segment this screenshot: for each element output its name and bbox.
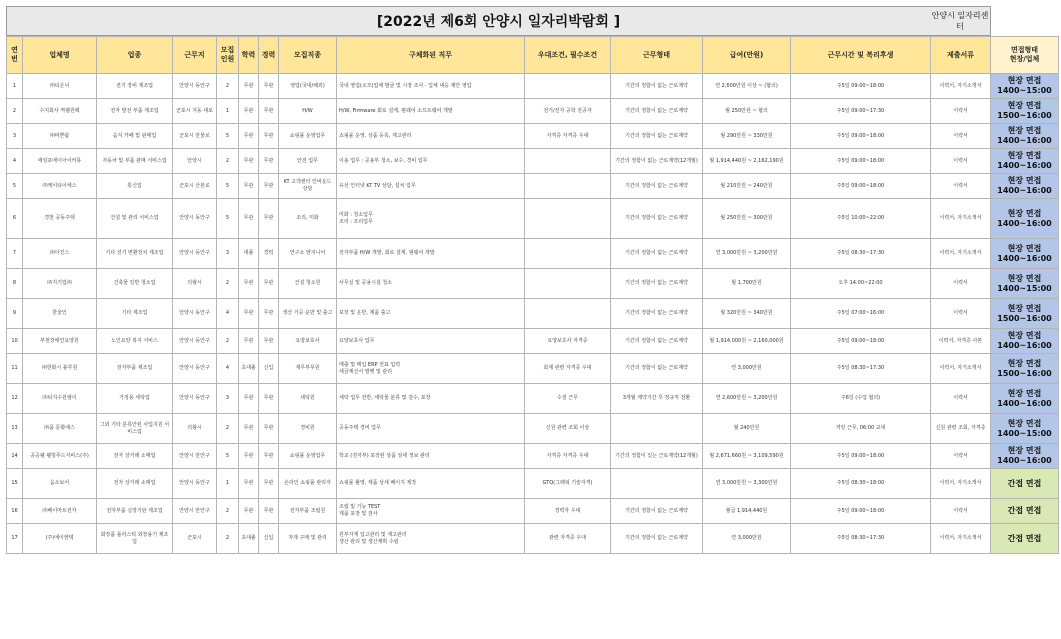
cell-education: 무관 bbox=[239, 384, 259, 414]
cell-interview: 현장 면접 1400~15:00 bbox=[991, 414, 1059, 444]
col-header-preference: 우대조건, 필수조건 bbox=[525, 37, 611, 74]
cell-work-type: 기간의 정함이 없는 근로계약 bbox=[611, 524, 703, 554]
cell-location: 안양시 동안구 bbox=[173, 384, 217, 414]
cell-no: 16 bbox=[7, 499, 23, 524]
cell-interview: 현장 면접 1400~16:00 bbox=[991, 329, 1059, 354]
cell-no: 12 bbox=[7, 384, 23, 414]
cell-count: 2 bbox=[217, 499, 239, 524]
cell-count: 2 bbox=[217, 269, 239, 299]
cell-preference: 요양보호사 자격증 bbox=[525, 329, 611, 354]
cell-job: 경비원 bbox=[279, 414, 337, 444]
cell-company: 음소보어 bbox=[23, 469, 97, 499]
cell-hours: 주5일 09:00~18:00 bbox=[791, 174, 931, 199]
cell-preference bbox=[525, 149, 611, 174]
cell-pay: 월 240만원 bbox=[703, 414, 791, 444]
cell-interview: 현장 면접 1400~16:00 bbox=[991, 124, 1059, 149]
cell-duty: 미화 : 청소업무 조리 : 조리업무 bbox=[337, 199, 525, 239]
cell-no: 4 bbox=[7, 149, 23, 174]
cell-no: 8 bbox=[7, 269, 23, 299]
cell-hours: 주5일 09:00~18:00 bbox=[791, 499, 931, 524]
cell-company: 부천장애인요양원 bbox=[23, 329, 97, 354]
cell-documents: 이력서 bbox=[931, 499, 991, 524]
cell-experience: 무관 bbox=[259, 199, 279, 239]
cell-industry: 가정용 세탁업 bbox=[97, 384, 173, 414]
cell-duty: 이용 업무 : 공용부 청소, 보수, 경비 업무 bbox=[337, 149, 525, 174]
cell-preference bbox=[525, 299, 611, 329]
cell-pay: 월 250만원 ~ 협의 bbox=[703, 99, 791, 124]
cell-documents: 이력서, 자기소개서 bbox=[931, 469, 991, 499]
cell-job: 생산 가공 운반 및 출고 bbox=[279, 299, 337, 329]
table-row bbox=[7, 354, 1059, 384]
cell-education: 무관 bbox=[239, 74, 259, 99]
col-header-documents: 제출서류 bbox=[931, 37, 991, 74]
cell-no: 15 bbox=[7, 469, 23, 499]
cell-duty: 포장 및 운반, 제품 출고 bbox=[337, 299, 525, 329]
cell-industry: 전자부품 실장기판 제조업 bbox=[97, 499, 173, 524]
cell-work-type: 기간의 정함이 없는 근로계약 bbox=[611, 299, 703, 329]
cell-duty: 국내 영업(소모)업체 발굴 및 시장 조사 · 업체 대응 제안 영업 bbox=[337, 74, 525, 99]
cell-company: 수지회사 역웰원팩 bbox=[23, 99, 97, 124]
cell-education: 무관 bbox=[239, 269, 259, 299]
cell-interview: 현장 면접 1400~15:00 bbox=[991, 74, 1059, 99]
cell-documents: 이력서 bbox=[931, 299, 991, 329]
cell-hours: 주5일 07:00~16:00 bbox=[791, 299, 931, 329]
cell-job: 세탁원 bbox=[279, 384, 337, 414]
cell-experience: 무관 bbox=[259, 124, 279, 149]
cell-count: 4 bbox=[217, 299, 239, 329]
col-header-count: 모집 인원 bbox=[217, 37, 239, 74]
cell-location: 안양시 만안구 bbox=[173, 444, 217, 469]
cell-preference: 자격증 자격증 우대 bbox=[525, 444, 611, 469]
job-table bbox=[6, 36, 1059, 554]
cell-work-type: 기간의 정함이 없는 근로계약 bbox=[611, 199, 703, 239]
cell-work-type: 기간의 정함이 있는 근로계약(12개월) bbox=[611, 444, 703, 469]
cell-education: 무관 bbox=[239, 444, 259, 469]
table-row bbox=[7, 444, 1059, 469]
cell-company: 한울인 bbox=[23, 299, 97, 329]
cell-interview: 현장 면접 1400~16:00 bbox=[991, 239, 1059, 269]
cell-documents: 이력서 bbox=[931, 174, 991, 199]
cell-no: 7 bbox=[7, 239, 23, 269]
cell-job: 전자부품 조립원 bbox=[279, 499, 337, 524]
cell-education: 대졸 bbox=[239, 239, 259, 269]
cell-industry: 그외 기타 분류안된 사업지원 서비스업 bbox=[97, 414, 173, 444]
cell-company: ㈜품 문화애스 bbox=[23, 414, 97, 444]
cell-count: 5 bbox=[217, 199, 239, 239]
cell-location: 의왕시 bbox=[173, 414, 217, 444]
cell-count: 2 bbox=[217, 329, 239, 354]
cell-count: 3 bbox=[217, 239, 239, 269]
cell-pay: 월 210만원 ~ 240만원 bbox=[703, 174, 791, 199]
cell-duty: 쇼핑몰 촬영, 제품 상세 페이지 제작 bbox=[337, 469, 525, 499]
cell-pay: 월 290만원 ~ 330만원 bbox=[703, 124, 791, 149]
cell-preference: 경력자 우대 bbox=[525, 499, 611, 524]
cell-location: 안양시 동안구 bbox=[173, 354, 217, 384]
cell-job: 온라인 쇼핑몰 관리자 bbox=[279, 469, 337, 499]
cell-duty: 쇼핑몰 운영, 상품 등록, 재고관리 bbox=[337, 124, 525, 149]
cell-pay: 월 250만원 ~ 300만원 bbox=[703, 199, 791, 239]
cell-preference: 자격증 자격증 우대 bbox=[525, 124, 611, 149]
cell-documents: 이력서, 자기소개서 bbox=[931, 354, 991, 384]
cell-no: 11 bbox=[7, 354, 23, 384]
col-header-education: 학력 bbox=[239, 37, 259, 74]
cell-preference bbox=[525, 239, 611, 269]
cell-education: 무관 bbox=[239, 99, 259, 124]
table-row bbox=[7, 499, 1059, 524]
cell-preference bbox=[525, 199, 611, 239]
cell-interview: 현장 면접 1500~16:00 bbox=[991, 99, 1059, 124]
cell-work-type: 기간의 정함이 없는 근로계약 bbox=[611, 174, 703, 199]
cell-hours: 주5일 09:00~18:00 bbox=[791, 444, 931, 469]
cell-education: 무관 bbox=[239, 174, 259, 199]
cell-company: (주)에이엔텍 bbox=[23, 524, 97, 554]
table-row bbox=[7, 99, 1059, 124]
cell-pay: 월 2,671,660원 ~ 3,109,590원 bbox=[703, 444, 791, 469]
cell-experience: 신입 bbox=[259, 354, 279, 384]
cell-count: 2 bbox=[217, 524, 239, 554]
cell-hours: 주6일 (수업 협의) bbox=[791, 384, 931, 414]
col-header-duty: 구체화된 직무 bbox=[337, 37, 525, 74]
col-header-work-type: 근무형태 bbox=[611, 37, 703, 74]
cell-duty: 요양보호사 업무 bbox=[337, 329, 525, 354]
cell-job: 재무부무원 bbox=[279, 354, 337, 384]
cell-company: ㈜티지수원엠이 bbox=[23, 384, 97, 414]
cell-location: 의왕시 bbox=[173, 269, 217, 299]
cell-industry: 전자 상거래 소매업 bbox=[97, 469, 173, 499]
cell-duty: 원부자재 입고관리 및 재고관리 생산 관리 및 생산계획 수립 bbox=[337, 524, 525, 554]
cell-education: 무관 bbox=[239, 329, 259, 354]
table-row bbox=[7, 329, 1059, 354]
cell-industry: 건축물 일반 청소업 bbox=[97, 269, 173, 299]
cell-no: 2 bbox=[7, 99, 23, 124]
cell-job: 연구소 엔지니어 bbox=[279, 239, 337, 269]
cell-duty: 매출 및 매입 ERP 전표 입력 세금계산서 발행 및 관리 bbox=[337, 354, 525, 384]
col-header-interview: 면접형태 현장/업체 bbox=[991, 37, 1059, 74]
cell-duty: 유선 인터넷 KT TV 상담, 설치 업무 bbox=[337, 174, 525, 199]
cell-duty: 전자부품 H/W 개발, 회로 설계, 펌웨어 개발 bbox=[337, 239, 525, 269]
cell-work-type: 기간의 정함이 없는 근로계약 bbox=[611, 269, 703, 299]
cell-pay: 월 1,700만원 bbox=[703, 269, 791, 299]
cell-experience: 무관 bbox=[259, 299, 279, 329]
cell-preference: 전기/전자 공학 전공자 bbox=[525, 99, 611, 124]
cell-pay: 월 1,914,440원 ~ 2,162,190원 bbox=[703, 149, 791, 174]
cell-industry: 기타 전기 변환장치 제조업 bbox=[97, 239, 173, 269]
cell-documents: 신원 관련 조회, 자격증 bbox=[931, 414, 991, 444]
cell-experience: 무관 bbox=[259, 149, 279, 174]
cell-hours: 주5일 08:30~17:30 bbox=[791, 239, 931, 269]
cell-company: ㈜베이마트전자 bbox=[23, 499, 97, 524]
cell-work-type: 기간의 정함이 없는 근로계약 bbox=[611, 124, 703, 149]
cell-experience: 무관 bbox=[259, 99, 279, 124]
cell-interview: 간접 면접 bbox=[991, 499, 1059, 524]
cell-company: ㈜한화시 블루원 bbox=[23, 354, 97, 384]
cell-education: 무관 bbox=[239, 124, 259, 149]
cell-pay: 연 3,000만원 bbox=[703, 524, 791, 554]
cell-experience: 무관 bbox=[259, 384, 279, 414]
table-row bbox=[7, 174, 1059, 199]
cell-duty: 학교 (전자부) 포장된 상품 상세 정보 관리 bbox=[337, 444, 525, 469]
col-header-pay: 급여(만원) bbox=[703, 37, 791, 74]
cell-no: 17 bbox=[7, 524, 23, 554]
organizer-label: 안양시 일자리센터 bbox=[931, 11, 989, 31]
cell-job: 건설 청소원 bbox=[279, 269, 337, 299]
cell-documents: 이력서, 자기소개서 bbox=[931, 74, 991, 99]
table-row bbox=[7, 124, 1059, 149]
cell-preference: 회계 관련 자격증 우대 bbox=[525, 354, 611, 384]
cell-duty: 세탁 업무 전반, 세탁물 분류 및 검수, 포장 bbox=[337, 384, 525, 414]
cell-no: 1 bbox=[7, 74, 23, 99]
cell-industry: 전자 상거래 소매업 bbox=[97, 444, 173, 469]
cell-no: 9 bbox=[7, 299, 23, 329]
cell-job: 영업(국내/해외) bbox=[279, 74, 337, 99]
cell-documents: 이력서 bbox=[931, 124, 991, 149]
cell-company: 에임포에이아이커뮤 bbox=[23, 149, 97, 174]
cell-education: 무관 bbox=[239, 414, 259, 444]
cell-job: 자재 구매 및 관리 bbox=[279, 524, 337, 554]
cell-hours: 주5일 09:00~17:30 bbox=[791, 99, 931, 124]
cell-no: 6 bbox=[7, 199, 23, 239]
cell-company: ㈜지기업㈜ bbox=[23, 269, 97, 299]
cell-industry: 화장품 플라스틱 외장용기 제조업 bbox=[97, 524, 173, 554]
table-row bbox=[7, 469, 1059, 499]
cell-location: 안양시 동안구 bbox=[173, 329, 217, 354]
cell-hours: 주5일 09:00~18:00 bbox=[791, 74, 931, 99]
cell-hours: 주5일 08:30~18:00 bbox=[791, 469, 931, 499]
cell-education: 무관 bbox=[239, 469, 259, 499]
cell-location: 군포시 산본로 bbox=[173, 174, 217, 199]
cell-education: 무관 bbox=[239, 299, 259, 329]
col-header-no: 연 번 bbox=[7, 37, 23, 74]
cell-pay: 월 1,914,000원 ~ 2,160,000원 bbox=[703, 329, 791, 354]
col-header-experience: 경력 bbox=[259, 37, 279, 74]
cell-no: 3 bbox=[7, 124, 23, 149]
cell-duty: H/W, Firmware 회로 설계, 펌웨어 소프트웨어 개발 bbox=[337, 99, 525, 124]
cell-duty: 공동주택 경비 업무 bbox=[337, 414, 525, 444]
cell-work-type: 기간의 정함이 없는 근로계약 bbox=[611, 99, 703, 124]
cell-interview: 현장 면접 1400~16:00 bbox=[991, 384, 1059, 414]
cell-industry: 전자부품 제조업 bbox=[97, 354, 173, 384]
table-row bbox=[7, 384, 1059, 414]
col-header-location: 근무지 bbox=[173, 37, 217, 74]
col-header-hours: 근무시간 및 복리후생 bbox=[791, 37, 931, 74]
cell-industry: 음식 카페 및 판매업 bbox=[97, 124, 173, 149]
cell-job: KT 고객센터 인바운드 상담 bbox=[279, 174, 337, 199]
cell-pay: 연 3,000만원 ~ 3,300만원 bbox=[703, 469, 791, 499]
cell-education: 초대졸 bbox=[239, 354, 259, 384]
cell-company: ㈜아진스 bbox=[23, 239, 97, 269]
sheet-title: [2022년 제6회 안양시 일자리박람회 ] bbox=[6, 6, 991, 36]
cell-pay: 연 3,000만원 ~ 3,200만원 bbox=[703, 239, 791, 269]
cell-preference bbox=[525, 174, 611, 199]
cell-count: 1 bbox=[217, 469, 239, 499]
cell-pay: 월급 1,914,440원 bbox=[703, 499, 791, 524]
cell-preference: 관련 자격증 우대 bbox=[525, 524, 611, 554]
cell-hours: 주5일 09:00~18:00 bbox=[791, 124, 931, 149]
cell-preference bbox=[525, 269, 611, 299]
cell-pay: 연 2,600만원 이상 ~ (협의) bbox=[703, 74, 791, 99]
cell-work-type: 기간의 정함이 없는 근로계약 bbox=[611, 354, 703, 384]
cell-job: 쇼핑몰 운영업무 bbox=[279, 444, 337, 469]
table-row bbox=[7, 414, 1059, 444]
cell-location: 군포시 지동 대로 bbox=[173, 99, 217, 124]
cell-company: ㈜티온닉 bbox=[23, 74, 97, 99]
cell-documents: 이력서 bbox=[931, 269, 991, 299]
cell-no: 14 bbox=[7, 444, 23, 469]
cell-hours: 주5일 09:00~18:00 bbox=[791, 149, 931, 174]
cell-preference: 수질 근무 bbox=[525, 384, 611, 414]
cell-hours: 격일 근무, 06:00 교대 bbox=[791, 414, 931, 444]
cell-interview: 현장 면접 1400~16:00 bbox=[991, 444, 1059, 469]
cell-education: 무관 bbox=[239, 199, 259, 239]
cell-no: 10 bbox=[7, 329, 23, 354]
cell-experience: 무관 bbox=[259, 414, 279, 444]
table-row bbox=[7, 239, 1059, 269]
cell-experience: 경력 bbox=[259, 239, 279, 269]
cell-experience: 무관 bbox=[259, 269, 279, 299]
cell-interview: 간접 면접 bbox=[991, 524, 1059, 554]
cell-industry: 전자 발전 부품 제조업 bbox=[97, 99, 173, 124]
cell-job: 요양보호사 bbox=[279, 329, 337, 354]
cell-job: 쇼핑몰 운영업무 bbox=[279, 124, 337, 149]
cell-work-type: 기간의 정함이 없는 근로계약 bbox=[611, 239, 703, 269]
cell-interview: 현장 면접 1400~15:00 bbox=[991, 269, 1059, 299]
header-row bbox=[7, 37, 1059, 74]
cell-documents: 이력서, 자격증 사본 bbox=[931, 329, 991, 354]
cell-count: 2 bbox=[217, 74, 239, 99]
cell-interview: 현장 면접 1400~16:00 bbox=[991, 199, 1059, 239]
cell-company: ㈜케이티이에스 bbox=[23, 174, 97, 199]
cell-work-type bbox=[611, 469, 703, 499]
cell-location: 안양시 bbox=[173, 149, 217, 174]
cell-job: 조리, 미화 bbox=[279, 199, 337, 239]
cell-location: 군포시 만물로 bbox=[173, 124, 217, 149]
cell-experience: 무관 bbox=[259, 444, 279, 469]
cell-work-type bbox=[611, 414, 703, 444]
cell-count: 1 bbox=[217, 99, 239, 124]
cell-documents: 이력서, 자기소개서 bbox=[931, 524, 991, 554]
cell-industry: 자동차 및 부품 판매 서비스업 bbox=[97, 149, 173, 174]
cell-industry: 전기 장비 제조업 bbox=[97, 74, 173, 99]
cell-location: 안양시 동안구 bbox=[173, 299, 217, 329]
cell-pay: 연 2,600만원 ~ 3,200만원 bbox=[703, 384, 791, 414]
cell-company: 경천 공동주택 bbox=[23, 199, 97, 239]
table-row bbox=[7, 299, 1059, 329]
table-row bbox=[7, 269, 1059, 299]
cell-documents: 이력서, 자기소개서 bbox=[931, 199, 991, 239]
cell-industry: 기타 제조업 bbox=[97, 299, 173, 329]
col-header-company: 업체명 bbox=[23, 37, 97, 74]
cell-industry: 노인요양 복지 서비스 bbox=[97, 329, 173, 354]
cell-education: 무관 bbox=[239, 499, 259, 524]
cell-count: 2 bbox=[217, 414, 239, 444]
cell-interview: 현장 면접 1500~16:00 bbox=[991, 299, 1059, 329]
cell-preference: GTQ(그래픽 기술자격) bbox=[525, 469, 611, 499]
cell-work-type: 기간의 정함이 없는 근로계약 bbox=[611, 329, 703, 354]
cell-location: 안양시 동안구 bbox=[173, 239, 217, 269]
cell-count: 2 bbox=[217, 149, 239, 174]
table-row bbox=[7, 149, 1059, 174]
cell-experience: 신입 bbox=[259, 524, 279, 554]
cell-job: 안전 업무 bbox=[279, 149, 337, 174]
cell-job: H/W bbox=[279, 99, 337, 124]
cell-work-type: 기간의 정함이 없는 근로계약 bbox=[611, 74, 703, 99]
cell-documents: 이력서 bbox=[931, 384, 991, 414]
cell-education: 초대졸 bbox=[239, 524, 259, 554]
cell-location: 안양시 동안구 bbox=[173, 74, 217, 99]
cell-experience: 무관 bbox=[259, 174, 279, 199]
table-row bbox=[7, 199, 1059, 239]
cell-documents: 이력서 bbox=[931, 444, 991, 469]
cell-industry: 통신업 bbox=[97, 174, 173, 199]
col-header-job: 모집직종 bbox=[279, 37, 337, 74]
cell-hours: 오후 14:00~22:00 bbox=[791, 269, 931, 299]
cell-work-type: 기간의 정함이 없는 근로계약 bbox=[611, 499, 703, 524]
cell-hours: 주5일 10:00~22:00 bbox=[791, 199, 931, 239]
cell-education: 무관 bbox=[239, 149, 259, 174]
cell-experience: 무관 bbox=[259, 74, 279, 99]
cell-no: 5 bbox=[7, 174, 23, 199]
cell-experience: 무관 bbox=[259, 499, 279, 524]
cell-count: 5 bbox=[217, 174, 239, 199]
cell-interview: 현장 면접 1500~16:00 bbox=[991, 354, 1059, 384]
cell-documents: 이력서 bbox=[931, 149, 991, 174]
cell-location: 안양시 동안구 bbox=[173, 469, 217, 499]
cell-no: 13 bbox=[7, 414, 23, 444]
cell-interview: 간접 면접 bbox=[991, 469, 1059, 499]
cell-location: 군포시 bbox=[173, 524, 217, 554]
cell-count: 5 bbox=[217, 124, 239, 149]
cell-pay: 월 320만원 ~ 340만원 bbox=[703, 299, 791, 329]
cell-hours: 주5일 08:30~17:30 bbox=[791, 354, 931, 384]
cell-count: 3 bbox=[217, 384, 239, 414]
table-row bbox=[7, 74, 1059, 99]
cell-interview: 현장 면접 1400~16:00 bbox=[991, 149, 1059, 174]
table-row bbox=[7, 524, 1059, 554]
cell-count: 4 bbox=[217, 354, 239, 384]
cell-documents: 이력서, 자기소개서 bbox=[931, 239, 991, 269]
col-header-industry: 업종 bbox=[97, 37, 173, 74]
cell-hours: 주5일 08:30~17:30 bbox=[791, 524, 931, 554]
cell-preference bbox=[525, 74, 611, 99]
cell-experience: 무관 bbox=[259, 329, 279, 354]
cell-company: ㈜바쁜팜 bbox=[23, 124, 97, 149]
cell-duty: 조립 및 기능 TEST 제품 포장 및 검사 bbox=[337, 499, 525, 524]
cell-location: 안양시 만안구 bbox=[173, 499, 217, 524]
cell-documents: 이력서 bbox=[931, 99, 991, 124]
cell-experience: 무관 bbox=[259, 469, 279, 499]
cell-company: 공공웰 웰빙푸드서비스(주) bbox=[23, 444, 97, 469]
cell-hours: 주5일 09:00~18:00 bbox=[791, 329, 931, 354]
cell-industry: 건설 및 관리 서비스업 bbox=[97, 199, 173, 239]
cell-preference: 신원 관련 조회 이상 bbox=[525, 414, 611, 444]
cell-interview: 현장 면접 1400~16:00 bbox=[991, 174, 1059, 199]
cell-duty: 사무실 및 공용시설 청소 bbox=[337, 269, 525, 299]
cell-work-type: 기간의 정함이 없는 근로계약(12개월) bbox=[611, 149, 703, 174]
cell-location: 안양시 동안구 bbox=[173, 199, 217, 239]
cell-count: 5 bbox=[217, 444, 239, 469]
cell-pay: 연 3,000만원 bbox=[703, 354, 791, 384]
cell-work-type: 3개월 계약기간 후 정규직 전환 bbox=[611, 384, 703, 414]
